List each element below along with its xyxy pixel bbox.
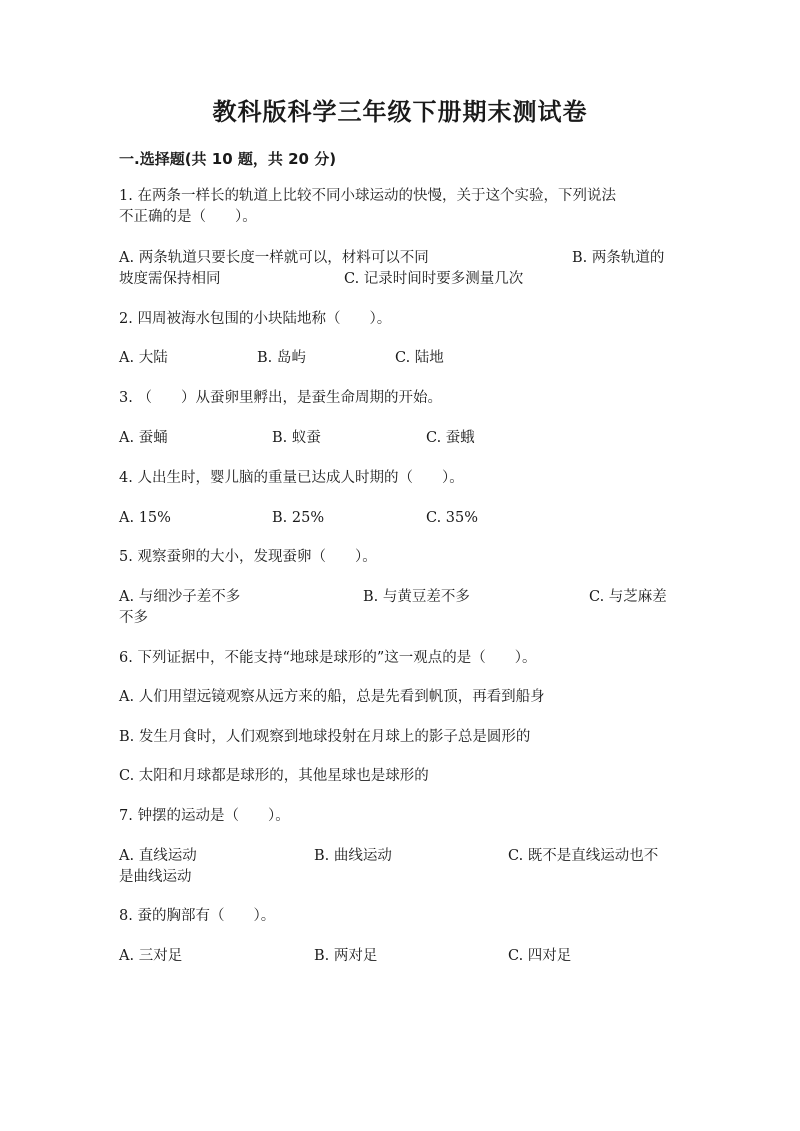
- q5-option-c-part1: C. 与芝麻差: [589, 589, 667, 605]
- q8-option-c: C. 四对足: [508, 948, 572, 964]
- q4-option-a: A. 15%: [119, 510, 171, 526]
- q6-option-c: C. 太阳和月球都是球形的，其他星球也是球形的: [119, 768, 429, 784]
- q4-stem: 4. 人出生时，婴儿脑的重量已达成人时期的（ ）。: [119, 470, 464, 486]
- q7-option-c-part2: 是曲线运动: [119, 869, 192, 885]
- q5-option-c-part2: 不多: [119, 610, 148, 626]
- q7-option-c-part1: C. 既不是直线运动也不: [508, 848, 659, 864]
- q5-option-a: A. 与细沙子差不多: [119, 589, 241, 605]
- q6-option-b: B. 发生月食时，人们观察到地球投射在月球上的影子总是圆形的: [119, 729, 531, 745]
- q1-stem-line2: 不正确的是（ ）。: [119, 209, 257, 225]
- q7-option-b: B. 曲线运动: [314, 848, 392, 864]
- q2-option-a: A. 大陆: [119, 350, 168, 366]
- q3-option-c: C. 蚕蛾: [426, 430, 475, 446]
- q8-stem: 8. 蚕的胸部有（ ）。: [119, 908, 276, 924]
- q1-option-a: A. 两条轨道只要长度一样就可以，材料可以不同: [119, 250, 429, 266]
- q3-stem: 3. （ ）从蚕卵里孵出，是蚕生命周期的开始。: [119, 390, 442, 406]
- q4-option-b: B. 25%: [272, 510, 325, 526]
- q6-option-a: A. 人们用望远镜观察从远方来的船，总是先看到帆顶，再看到船身: [119, 689, 545, 705]
- q3-option-a: A. 蚕蛹: [119, 430, 168, 446]
- q2-option-b: B. 岛屿: [257, 350, 306, 366]
- q7-option-a: A. 直线运动: [119, 848, 197, 864]
- q2-stem: 2. 四周被海水包围的小块陆地称（ ）。: [119, 311, 392, 327]
- q6-stem: 6. 下列证据中，不能支持“地球是球形的”这一观点的是（ ）。: [119, 650, 537, 666]
- q5-stem: 5. 观察蚕卵的大小，发现蚕卵（ ）。: [119, 549, 377, 565]
- q8-option-b: B. 两对足: [314, 948, 378, 964]
- section-heading: 一.选择题(共 10 题，共 20 分): [119, 150, 337, 168]
- page-title: 教科版科学三年级下册期末测试卷: [212, 98, 588, 126]
- q1-option-b-part1: B. 两条轨道的: [572, 250, 665, 266]
- q1-option-c: C. 记录时间时要多测量几次: [344, 271, 524, 287]
- q4-option-c: C. 35%: [426, 510, 479, 526]
- q5-option-b: B. 与黄豆差不多: [363, 589, 470, 605]
- q2-option-c: C. 陆地: [395, 350, 444, 366]
- q8-option-a: A. 三对足: [119, 948, 183, 964]
- q1-option-b-part2: 坡度需保持相同: [119, 271, 221, 287]
- q1-stem-line1: 1. 在两条一样长的轨道上比较不同小球运动的快慢，关于这个实验，下列说法: [119, 188, 616, 204]
- q7-stem: 7. 钟摆的运动是（ ）。: [119, 808, 290, 824]
- q3-option-b: B. 蚁蚕: [272, 430, 321, 446]
